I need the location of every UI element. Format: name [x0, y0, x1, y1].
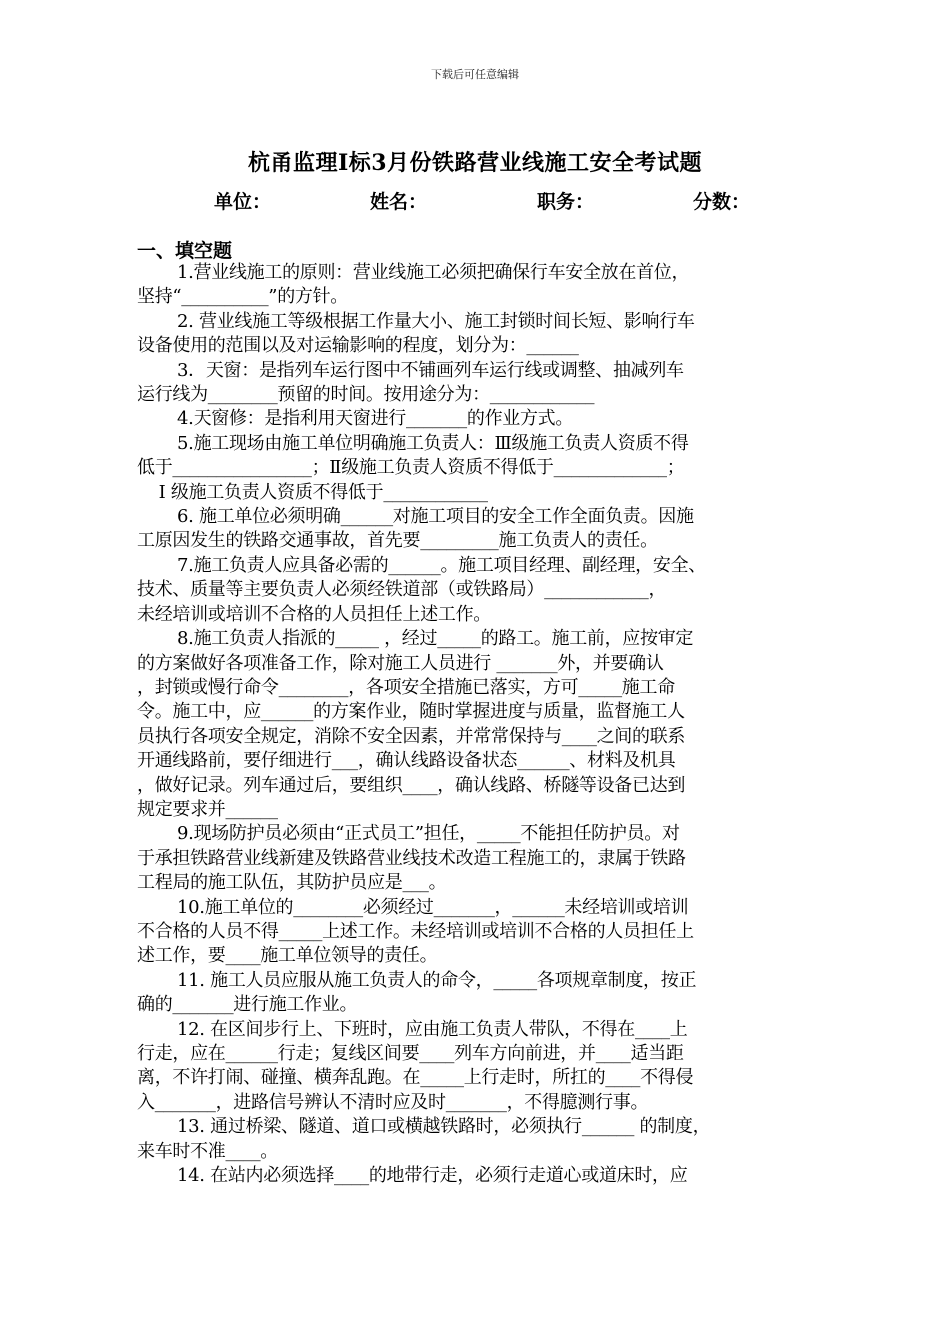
question-line: ，封锁或慢行命令________，各项安全措施已落实，方可_____施工命 — [137, 676, 675, 698]
question-line: 运行线为________预留的时间。按用途分为：____________ — [137, 384, 595, 406]
question-line: 工原因发生的铁路交通事故，首先要_________施工负责人的责任。 — [137, 530, 658, 552]
question-item — [137, 1018, 842, 1116]
question-item — [137, 1115, 842, 1164]
question-line: 10.施工单位的________必须经过_______，______未经培训或培训 — [177, 896, 689, 918]
question-list — [137, 261, 842, 1188]
question-item — [137, 896, 842, 969]
position-field-label: 职务： — [537, 191, 595, 213]
question-line: ，做好记录。列车通过后，要组织____，确认线路、桥隧等设备已达到 — [137, 774, 686, 796]
question-line: 6. 施工单位必须明确______对施工项目的安全工作全面负责。因施 — [177, 506, 694, 528]
question-line: 确的_______进行施工作业。 — [137, 994, 358, 1016]
question-line: 未经培训或培训不合格的人员担任上述工作。 — [137, 603, 491, 625]
question-line: 13. 通过桥梁、隧道、道口或横越铁路时，必须执行______ 的制度， — [177, 1116, 711, 1138]
question-item — [137, 1164, 842, 1188]
question-line: 9.现场防护员必须由“正式员工”担任，_____不能担任防护员。对 — [177, 823, 680, 845]
question-item — [137, 261, 842, 310]
question-line: 入_______，进路信号辨认不清时应及时_______，不得臆测行事。 — [137, 1091, 649, 1113]
question-item — [137, 822, 842, 895]
question-line: 7.施工负责人应具备必需的______。施工项目经理、副经理，安全、 — [177, 554, 706, 576]
question-line: 开通线路前，要仔细进行___，确认线路设备状态______、材料及机具 — [137, 750, 676, 772]
info-fields — [0, 187, 950, 217]
question-item — [137, 969, 842, 1018]
question-line: 4.天窗修：是指利用天窗进行_______的作业方式。 — [177, 408, 574, 430]
question-line: 坚持“__________”的方针。 — [137, 286, 349, 308]
question-line: 技术、质量等主要负责人必须经铁道部（或铁路局）____________， — [137, 579, 667, 601]
question-item — [137, 359, 842, 408]
question-line: 低于________________；Ⅱ级施工负责人资质不得低于_____________； — [137, 457, 685, 479]
question-item — [137, 554, 842, 627]
question-line: 8.施工负责人指派的_____ ，经过_____的路工。施工前，应按审定 — [177, 628, 694, 650]
question-item — [137, 310, 842, 359]
unit-field-label: 单位： — [214, 191, 272, 213]
question-item — [137, 627, 842, 822]
question-line: 述工作，要____施工单位领导的责任。 — [137, 945, 438, 967]
question-item — [137, 432, 842, 505]
question-line: 于承担铁路营业线新建及铁路营业线技术改造工程施工的，隶属于铁路 — [137, 847, 686, 869]
question-line: 行走，应在______行走；复线区间要____列车方向前进，并____适当距 — [137, 1043, 684, 1064]
question-line: 令。施工中，应______的方案作业，随时掌握进度与质量，监督施工人 — [137, 701, 685, 723]
question-line: 14. 在站内必须选择____的地带行走，必须行走道心或道床时，应 — [177, 1165, 688, 1187]
question-line: 设备使用的范围以及对运输影响的程度，划分为：______ — [137, 335, 579, 357]
exam-title: 杭甬监理I标3月份铁路营业线施工安全考试题 — [247, 150, 703, 176]
section-title: 一、填空题 — [137, 240, 233, 262]
question-line: 1.营业线施工的原则：营业线施工必须把确保行车安全放在首位， — [177, 262, 690, 283]
question-line: 来车时不准____。 — [137, 1140, 278, 1162]
name-field-label: 姓名： — [370, 191, 428, 213]
question-line: 11. 施工人员应服从施工负责人的命令，_____各项规章制度，按正 — [177, 969, 697, 991]
question-line: 员执行各项安全规定，消除不安全因素，并常常保持与____之间的联系 — [137, 725, 686, 747]
question-item — [137, 407, 842, 431]
question-line: 离，不许打闹、碰撞、横奔乱跑。在_____上行走时，所扛的____不得侵 — [137, 1067, 694, 1089]
question-line: 不合格的人员不得_____上述工作。未经培训或培训不合格的人员担任上 — [137, 920, 694, 942]
question-line: 5.施工现场由施工单位明确施工负责人：Ⅲ级施工负责人资质不得 — [177, 432, 689, 454]
question-line: Ⅰ 级施工负责人资质不得低于____________ — [137, 481, 488, 503]
question-item — [137, 505, 842, 554]
header-note: 下载后可任意编辑 — [431, 68, 519, 81]
question-line: 规定要求并______ — [137, 798, 278, 820]
question-line: 12. 在区间步行上、下班时，应由施工负责人带队，不得在____上 — [177, 1018, 688, 1040]
question-line: 的方案做好各项准备工作，除对施工人员进行 _______外，并要确认 — [137, 652, 664, 674]
question-line: 工程局的施工队伍，其防护员应是___。 — [137, 872, 447, 894]
score-field-label: 分数： — [693, 191, 751, 213]
question-line: 3．天窗：是指列车运行图中不铺画列车运行线或调整、抽减列车 — [177, 359, 684, 381]
question-line: 2. 营业线施工等级根据工作量大小、施工封锁时间长短、影响行车 — [177, 310, 695, 332]
